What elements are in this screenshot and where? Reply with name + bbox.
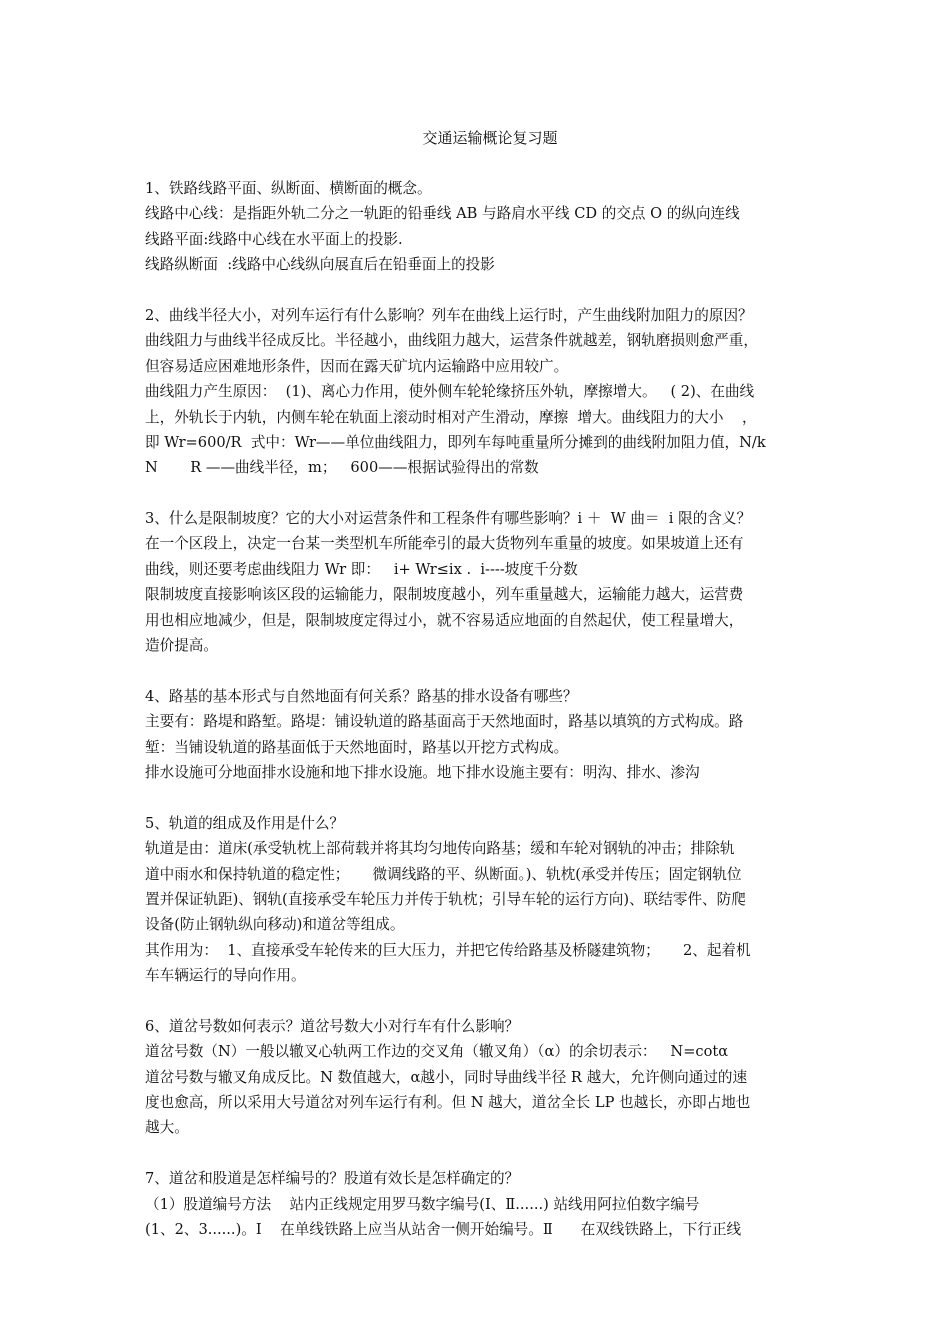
question-heading: 2、曲线半径大小，对列车运行有什么影响？列车在曲线上运行时，产生曲线附加阻力的原因？ xyxy=(145,306,753,324)
paragraph-line: 排水设施可分地面排水设施和地下排水设施。地下排水设施主要有：明沟、排水、渗沟 xyxy=(145,763,700,781)
paragraph-line: 道岔号数与辙叉角成反比。N 数值越大，α越小，同时导曲线半径 R 越大，允许侧向通过的速 xyxy=(145,1068,748,1086)
question-heading: 4、路基的基本形式与自然地面有何关系？路基的排水设备有哪些？ xyxy=(145,687,578,705)
section-spacer xyxy=(145,278,835,303)
question-heading: 7、道岔和股道是怎样编号的？股道有效长是怎样确定的？ xyxy=(145,1170,520,1188)
document-content xyxy=(145,126,835,1242)
paragraph-line: 轨道是由：道床(承受轨枕上部荷载并将其均匀地传向路基；缓和车轮对钢轨的冲击；排除轨 xyxy=(145,840,735,858)
section-spacer xyxy=(145,785,835,810)
paragraph-line: 越大。 xyxy=(145,1119,189,1137)
paragraph-line: 限制坡度直接影响该区段的运输能力，限制坡度越小，列车重量越大，运输能力越大，运营费 xyxy=(145,586,744,604)
paragraph-line: 曲线阻力与曲线半径成反比。半径越小，曲线阻力越大，运营条件就越差，钢轨磨损则愈严重， xyxy=(145,332,758,350)
paragraph-line: 用也相应地减少，但是，限制坡度定得过小，就不容易适应地面的自然起伏，使工程量增大， xyxy=(145,611,744,629)
paragraph-line: （1）股道编号方法 站内正线规定用罗马数字编号(Ⅰ、Ⅱ......) 站线用阿拉伯数字编号 xyxy=(145,1195,700,1213)
section-spacer xyxy=(145,1141,835,1166)
paragraph-line: 曲线阻力产生原因： (1)、离心力作用，使外侧车轮轮缘挤压外轨，摩擦增大。 ( 2)、在曲线 xyxy=(145,383,755,401)
question-heading: 6、道岔号数如何表示？道岔号数大小对行车有什么影响？ xyxy=(145,1017,520,1035)
paragraph-line: 主要有：路堤和路堑。路堤：铺设轨道的路基面高于天然地面时，路基以填筑的方式构成。路 xyxy=(145,713,744,731)
section-spacer xyxy=(145,658,835,683)
paragraph-line: 堑：当铺设轨道的路基面低于天然地面时，路基以开挖方式构成。 xyxy=(145,738,569,756)
question-heading: 3、什么是限制坡度？它的大小对运营条件和工程条件有哪些影响？i ＋ W 曲＝ i 限的含义？ xyxy=(145,510,752,528)
section-spacer xyxy=(145,989,835,1014)
paragraph-line: 即 Wr=600/R 式中：Wr——单位曲线阻力，即列车每吨重量所分摊到的曲线附加阻力值，N/k xyxy=(145,433,766,451)
paragraph-line: 设备(防止钢轨纵向移动)和道岔等组成。 xyxy=(145,916,405,934)
question-heading: 5、轨道的组成及作用是什么？ xyxy=(145,814,345,832)
section-spacer xyxy=(145,481,835,506)
paragraph-line: 车车辆运行的导向作用。 xyxy=(145,967,306,985)
section-3 xyxy=(145,506,835,658)
paragraph-line: 道岔号数（N）一般以辙叉心轨两工作边的交叉角（辙叉角）（α）的余切表示： N=cotα xyxy=(145,1043,729,1061)
section-1 xyxy=(145,176,835,278)
paragraph-line: 线路纵断面 :线路中心线纵向展直后在铅垂面上的投影 xyxy=(145,256,495,274)
paragraph-line: 其作用为： 1、直接承受车轮传来的巨大压力，并把它传给路基及桥隧建筑物； 2、起着机 xyxy=(145,941,751,959)
paragraph-line: 在一个区段上，决定一台某一类型机车所能牵引的最大货物列车重量的坡度。如果坡道上还有 xyxy=(145,535,744,553)
section-6 xyxy=(145,1014,835,1141)
paragraph-line: 置并保证轨距)、钢轨(直接承受车轮压力并传于轨枕；引导车轮的运行方向)、联结零件、防爬 xyxy=(145,890,746,908)
section-2 xyxy=(145,303,835,481)
document-title: 交通运输概论复习题 xyxy=(422,129,558,147)
section-4 xyxy=(145,684,835,786)
paragraph-line: 线路中心线：是指距外轨二分之一轨距的铅垂线 AB 与路肩水平线 CD 的交点 O 的纵向连线 xyxy=(145,205,740,223)
paragraph-line: 线路平面:线路中心线在水平面上的投影. xyxy=(145,230,403,248)
paragraph-line: 造价提高。 xyxy=(145,637,218,655)
question-heading: 1、铁路线路平面、纵断面、横断面的概念。 xyxy=(145,180,432,197)
paragraph-line: 度也愈高，所以采用大号道岔对列车运行有利。但 N 越大，道岔全长 LP 也越长，亦即占地也 xyxy=(145,1094,751,1112)
paragraph-line: 曲线，则还要考虑曲线阻力 Wr 即： i+ Wr≤ix . i----坡度千分数 xyxy=(145,560,578,578)
paragraph-line: N R ——曲线半径，m； 600——根据试验得出的常数 xyxy=(145,459,539,477)
paragraph-line: 上，外轨长于内轨，内侧车轮在轨面上滚动时相对产生滑动，摩擦 增大。曲线阻力的大小 ， xyxy=(145,408,757,426)
paragraph-line: 但容易适应困难地形条件，因而在露天矿坑内运输路中应用较广。 xyxy=(145,357,569,375)
paragraph-line: (1、2、3......)。Ⅰ 在单线铁路上应当从站舍一侧开始编号。Ⅱ 在双线铁路上，下行正线 xyxy=(145,1221,742,1239)
section-5 xyxy=(145,811,835,989)
paragraph-line: 道中雨水和保持轨道的稳定性； 微调线路的平、纵断面。)、轨枕(承受并传压；固定钢轨位 xyxy=(145,865,742,883)
section-7 xyxy=(145,1166,835,1242)
